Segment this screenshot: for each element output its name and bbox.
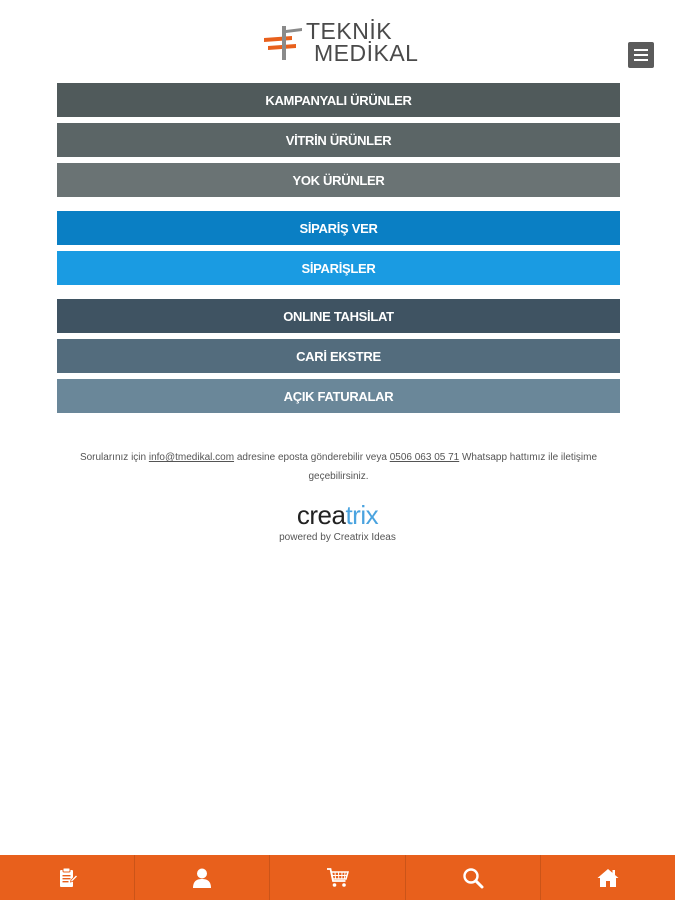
phone-link[interactable]: 0506 063 05 71 [389, 452, 460, 463]
clipboard-icon [55, 866, 79, 890]
footer-home-button[interactable] [541, 855, 675, 900]
siparis-ver-button[interactable]: SİPARİŞ VER [57, 211, 620, 245]
bottom-nav-bar [0, 855, 675, 900]
contact-info [60, 448, 617, 486]
info-text-3: Whatsapp hattımız ile iletişime geçebilirsiniz. [308, 452, 598, 482]
footer-search-button[interactable] [406, 855, 541, 900]
footer-profile-button[interactable] [135, 855, 270, 900]
online-tahsilat-button[interactable]: ONLINE TAHSİLAT [57, 299, 620, 333]
vitrin-urunler-button[interactable]: VİTRİN ÜRÜNLER [57, 123, 620, 157]
footer-orders-button[interactable] [0, 855, 135, 900]
email-link[interactable]: info@tmedikal.com [148, 452, 235, 463]
hamburger-menu-button[interactable] [628, 42, 654, 68]
info-text-1: Sorularınız için [79, 452, 149, 463]
powered-by-text: powered by Creatrix Ideas [279, 532, 396, 543]
user-icon [190, 866, 214, 890]
creatrix-logo-part1: crea [296, 500, 346, 530]
creatrix-logo[interactable] [0, 500, 675, 530]
menu-bar [634, 59, 648, 61]
search-icon [461, 866, 485, 890]
header [0, 0, 675, 80]
cari-ekstre-button[interactable]: CARİ EKSTRE [57, 339, 620, 373]
cart-icon [326, 866, 350, 890]
info-text-2: adresine eposta gönderebilir veya [234, 452, 390, 463]
logo-line2: MEDİKAL [314, 40, 419, 66]
menu-bar [634, 54, 648, 56]
logo-mark-icon [262, 24, 306, 62]
logo-line1: TEKNİK [306, 18, 393, 44]
logo-text [306, 20, 418, 64]
kampanyali-urunler-button[interactable]: KAMPANYALI ÜRÜNLER [57, 83, 620, 117]
footer-cart-button[interactable] [270, 855, 405, 900]
acik-faturalar-button[interactable]: AÇIK FATURALAR [57, 379, 620, 413]
creatrix-brand [0, 500, 675, 543]
yok-urunler-button[interactable]: YOK ÜRÜNLER [57, 163, 620, 197]
home-icon [596, 866, 620, 890]
menu-bar [634, 49, 648, 51]
siparisler-button[interactable]: SİPARİŞLER [57, 251, 620, 285]
creatrix-logo-part2: trix [345, 500, 379, 530]
teknik-medikal-logo[interactable] [262, 20, 418, 68]
